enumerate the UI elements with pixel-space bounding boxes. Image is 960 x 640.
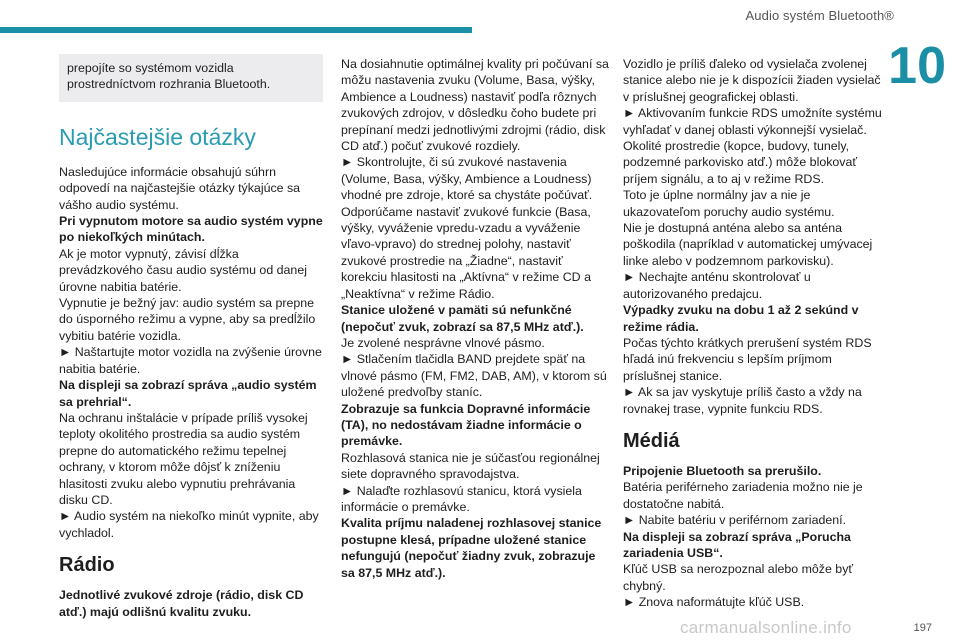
action-step: ► Audio systém na niekoľko minút vypnite, aby vychladol. [59,509,319,540]
question: Kvalita príjmu naladenej rozhlasovej stanice postupne klesá, prípadne uložené stanice nefungujú (nepočuť žiadny zvuk, zobrazuje sa 87,5 MHz atď.). [341,516,602,580]
question: Pri vypnutom motore sa audio systém vypne po niekoľkých minútach. [59,214,323,245]
running-header: Audio systém Bluetooth® [745,8,894,23]
action-step: ► Nalaďte rozhlasovú stanicu, ktorá vysiela informácie o premávke. [341,483,582,514]
question: Jednotlivé zvukové zdroje (rádio, disk CD atď.) majú odlišnú kvalitu zvuku. [59,588,304,619]
column-1 [59,54,323,620]
paragraph: Okolité prostredie (kopce, budovy, tunely, podzemné parkovisko atď.) môže blokovať príjem signálu, a to aj v režime RDS. [623,139,858,186]
header-accent-bar [0,27,472,33]
note-box [59,54,323,102]
paragraph: Vypnutie je bežný jav: audio systém sa prepne do úsporného režimu a vypne, aby sa predĺžilo vybitiu batérie vozidla. [59,296,316,343]
question: Výpadky zvuku na dobu 1 až 2 sekúnd v režime rádia. [623,303,859,334]
paragraph: Nasledujúce informácie obsahujú súhrn odpovedí na najčastejšie otázky týkajúce sa vášho audio systému. [59,164,301,212]
action-step: ► Stlačením tlačidla BAND prejdete späť na vlnové pásmo (FM, FM2, DAB, AM), v ktorom sú uložené predvoľby staníc. [341,352,607,400]
paragraph: Nie je dostupná anténa alebo sa anténa poškodila (napríklad v automatickej umývacej linke alebo v podzemnom parkovisku). [623,221,873,268]
paragraph: Ak je motor vypnutý, závisí dĺžka prevádzkového času audio systému od danej úrovne nabitia batérie. [59,246,307,294]
action-step: ► Znova naformátujte kľúč USB. [623,595,805,610]
question: Na displeji sa zobrazí správa „Porucha zariadenia USB“. [623,529,851,560]
paragraph: Vozidlo je príliš ďaleko od vysielača zvolenej stanice alebo nie je k dispozícii žiaden vysielač v príslušnej geografickej oblasti. [623,57,881,104]
column-3 [623,56,885,611]
column-2 [341,56,609,581]
paragraph: Rozhlasová stanica nie je súčasťou regionálnej siete dopravného spravodajstva. [341,450,600,482]
action-step: ► Ak sa jav vyskytuje príliš často a vždy na rovnakej trase, vypnite funkciu RDS. [623,385,862,416]
section-heading-faq: Najčastejšie otázky [59,123,256,150]
watermark: carmanualsonline.info [680,618,852,637]
paragraph: Je zvolené nesprávne vlnové pásmo. [341,335,545,350]
section-heading-radio: Rádio [59,554,115,577]
action-step: ► Skontrolujte, či sú zvukové nastavenia (Volume, Basa, výšky, Ambience a Loudness) vhodné pre zdroje, ktoré sa chystáte počúvať. Odporúčame nastaviť zvukové funkcie (Basa, výšky, vyváženie vpredu-vzadu a vyváženie vľavo-vpravo) do strednej polohy, nastaviť zvukové prostredie na „Žiadne“, nastaviť korekciu hlasitosti na „Aktívna“ v režime CD a „Neaktívna“ v režime Rádio. [341,155,593,301]
chapter-number: 10 [888,37,946,95]
action-step: ► Nechajte anténu skontrolovať u autorizovaného predajcu. [623,270,811,301]
section-heading-media: Médiá [623,429,680,452]
question: Pripojenie Bluetooth sa prerušilo. [623,463,822,478]
question: Na displeji sa zobrazí správa „audio systém sa prehrial“. [59,378,317,409]
paragraph: Batéria periférneho zariadenia možno nie je dostatočne nabitá. [623,480,863,511]
action-step: ► Naštartujte motor vozidla na zvýšenie úrovne nabitia batérie. [59,345,322,376]
paragraph: Počas týchto krátkych prerušení systém RDS hľadá inú frekvenciu s lepším príjmom príslušnej stanice. [623,335,872,383]
question: Zobrazuje sa funkcia Dopravné informácie (TA), no nedostávam žiadne informácie o premávke. [341,401,591,449]
question: Stanice uložené v pamäti sú nefunkčné (nepočuť zvuk, zobrazí sa 87,5 MHz atď.). [341,303,584,334]
note-text: prepojíte so systémom vozidla prostredníctvom rozhrania Bluetooth. [67,61,271,92]
action-step: ► Nabite batériu v periférnom zariadení. [623,513,847,528]
page-number: 197 [913,622,932,634]
action-step: ► Aktivovaním funkcie RDS umožníte systému vyhľadať v danej oblasti výkonnejší vysielač. [623,106,882,137]
paragraph: Toto je úplne normálny jav a nie je ukazovateľom poruchy audio systému. [623,188,835,219]
paragraph: Na dosiahnutie optimálnej kvality pri počúvaní sa môžu nastavenia zvuku (Volume, Basa, výšky, Ambience a Loudness) nastaviť podľa rôznych zvukových zdrojov, v dôsledku čoho budete pri prepínaní medzi jednotlivými zdrojmi (rádio, disk CD atď.) počuť zvukové rozdiely. [341,57,609,154]
paragraph: Na ochranu inštalácie v prípade príliš vysokej teploty okolitého prostredia sa audio systém prepne do automatického režimu tepelnej ochrany, v ktorom môže dôjsť k zníženiu hlasitosti zvuku alebo vypnutiu prehrávania disku CD. [59,410,308,507]
paragraph: Kľúč USB sa nerozpoznal alebo môže byť chybný. [623,562,854,593]
